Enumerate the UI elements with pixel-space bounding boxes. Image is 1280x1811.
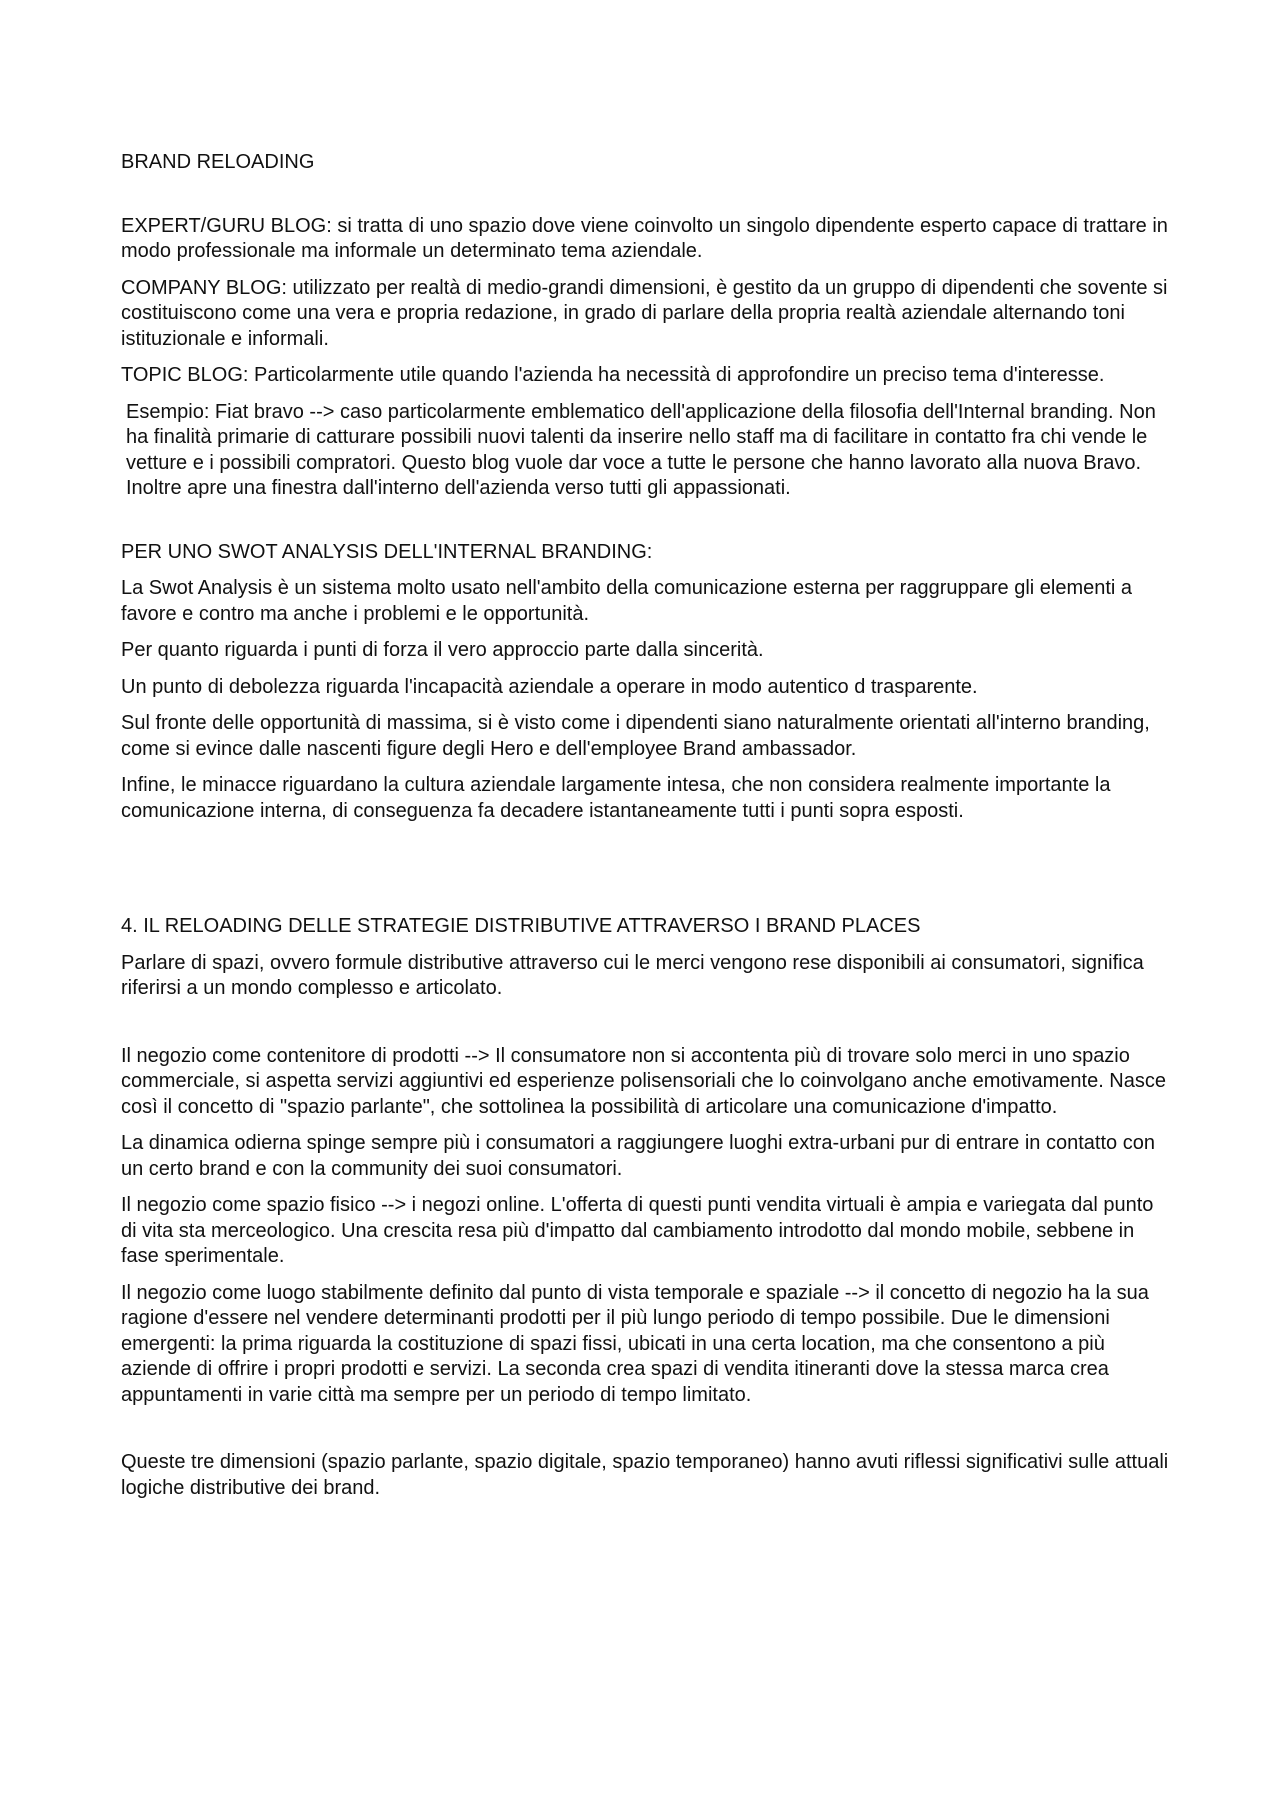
paragraph-temporal-spatial: Il negozio come luogo stabilmente definito dal punto di vista temporale e spaziale --> il concetto di negozio ha la sua ragione d'essere nel vendere determinanti prodotti per il più lungo periodo di tempo possibile. Due le dimensioni emergenti: la prima riguarda la costituzione di spazi fissi, ubicati in una certa location, ma che consentono a più aziende di offrire i propri prodotti e servizi. La seconda crea spazi di vendita itineranti dove la stessa marca crea appuntamenti in varie città ma sempre per un periodo di tempo limitato. (121, 1281, 1149, 1406)
paragraph-swot-intro: La Swot Analysis è un sistema molto usato nell'ambito della comunicazione esterna per raggruppare gli elementi a favore e contro ma anche i problemi e le opportunità. (121, 577, 1133, 625)
paragraph-swot-opportunities: Sul fronte delle opportunità di massima, si è visto come i dipendenti siano naturalmente orientati all'interno branding, come si evince dalle nascenti figure degli Hero e dell'employee Brand ambassador. (121, 712, 1150, 760)
paragraph-conclusion: Queste tre dimensioni (spazio parlante, spazio digitale, spazio temporaneo) hanno avuti riflessi significativi sulle attuali logiche distributive dei brand. (121, 1451, 1169, 1499)
paragraph-expert-blog: EXPERT/GURU BLOG: si tratta di uno spazio dove viene coinvolto un singolo dipendente esperto capace di trattare in modo professionale ma informale un determinato tema aziendale. (121, 214, 1168, 262)
paragraph-online-stores: Il negozio come spazio fisico --> i negozi online. L'offerta di questi punti vendita virtuali è ampia e variegata dal punto di vita sta merceologico. Una crescita resa più d'impatto dal cambiamento introdotto dal mondo mobile, sebbene in fase sperimentale. (121, 1194, 1154, 1267)
paragraph-swot-weaknesses: Un punto di debolezza riguarda l'incapacità aziendale a operare in modo autentico d trasparente. (121, 675, 978, 698)
paragraph-extra-urban: La dinamica odierna spinge sempre più i consumatori a raggiungere luoghi extra-urbani pur di entrare in contatto con un certo brand e con la community dei suoi consumatori. (121, 1132, 1155, 1180)
paragraph-swot-strengths: Per quanto riguarda i punti di forza il vero approccio parte dalla sincerità. (121, 639, 764, 661)
paragraph-fiat-example: Esempio: Fiat bravo --> caso particolarmente emblematico dell'applicazione della filosofia dell'Internal branding. Non ha finalità primarie di catturare possibili nuovi talenti da inserire nello staff ma di facilitare in contatto fra chi vende le vetture e i possibili compratori. Questo blog vuole dar voce a tutte le persone che hanno lavorato alla nuova Bravo. Inoltre apre una finestra dall'interno dell'azienda verso tutti gli appassionati. (126, 400, 1156, 499)
section4-heading: 4. IL RELOADING DELLE STRATEGIE DISTRIBUTIVE ATTRAVERSO I BRAND PLACES (121, 915, 921, 937)
document-page (121, 150, 1171, 1512)
paragraph-topic-blog: TOPIC BLOG: Particolarmente utile quando l'azienda ha necessità di approfondire un preciso tema d'interesse. (121, 364, 1105, 386)
paragraph-company-blog: COMPANY BLOG: utilizzato per realtà di medio-grandi dimensioni, è gestito da un gruppo di dipendenti che sovente si costituiscono come una vera e propria redazione, in grado di parlare della propria realtà aziendale alternando toni istituzionale e informali. (121, 276, 1168, 350)
paragraph-store-container: Il negozio come contenitore di prodotti --> Il consumatore non si accontenta più di trovare solo merci in uno spazio commerciale, si aspetta servizi aggiuntivi ed esperienze polisensoriali che lo coinvolgano anche emotivamente. Nasce così il concetto di "spazio parlante", che sottolinea la possibilità di articolare una comunicazione d'impatto. (121, 1044, 1166, 1118)
paragraph-swot-threats: Infine, le minacce riguardano la cultura aziendale largamente intesa, che non considera realmente importante la comunicazione interna, di conseguenza fa decadere istantaneamente tutti i punti sopra esposti. (121, 774, 1111, 822)
paragraph-section4-intro: Parlare di spazi, ovvero formule distributive attraverso cui le merci vengono rese disponibili ai consumatori, significa riferirsi a un mondo complesso e articolato. (121, 951, 1144, 999)
swot-heading: PER UNO SWOT ANALYSIS DELL'INTERNAL BRANDING: (121, 540, 653, 563)
document-title: BRAND RELOADING (121, 151, 315, 173)
